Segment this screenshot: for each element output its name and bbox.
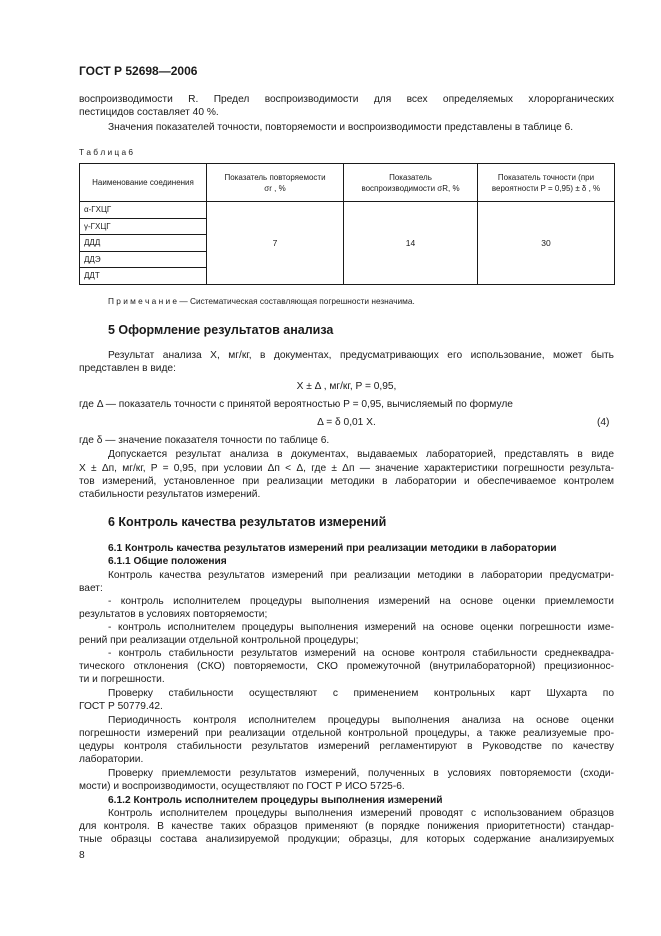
- reproducibility-value: 14: [344, 202, 478, 285]
- s6-line: Контроль качества результатов измерений при реализации методики в лаборатории предусматри-: [108, 570, 614, 581]
- section-5-title: 5 Оформление результатов анализа: [108, 323, 334, 337]
- table-header-row: [80, 164, 615, 202]
- col-header-name: [80, 164, 207, 202]
- col-accuracy-line2: вероятности P = 0,95) ± δ , %: [491, 183, 601, 193]
- col-reprod-line2: воспроизводимости σR, %: [361, 183, 460, 193]
- s6-line: тического отклонения (СКО) повторяемости, СКО промежуточной (внутрилабораторной) прецизионнос-: [79, 661, 614, 672]
- col-header-accuracy: [478, 164, 615, 202]
- s6-line: - контроль исполнителем процедуры выполнения измерений на основе оценки приемлемости: [108, 596, 614, 607]
- s6-line: Проверку стабильности осуществляют с применением контрольных карт Шухарта по: [108, 688, 614, 699]
- s5-p4-line1: Допускается результат анализа в документах, выдаваемых лабораторией, представлять в виде: [108, 449, 614, 460]
- s5-p1-line2: представлен в виде:: [79, 363, 176, 374]
- table-note: П р и м е ч а н и е — Систематическая составляющая погрешности незначима.: [108, 296, 415, 306]
- s6-line: результатов в условиях повторяемости;: [79, 609, 268, 620]
- s6-line: лаборатории.: [79, 754, 144, 765]
- formula-4: Δ = δ 0,01 X.: [317, 417, 376, 428]
- intro-line-1: воспроизводимости R. Предел воспроизводимости для всех определяемых хлорорганических: [79, 94, 614, 105]
- s6-line: мости) и воспроизводимости, осуществляют по ГОСТ Р ИСО 5725-6.: [79, 781, 405, 792]
- s6-line: ти и погрешности.: [79, 674, 165, 685]
- s6-line: погрешности измерений при реализации отдельной контрольной процедуры, а также реализуемые про-: [79, 728, 614, 739]
- compound-name: α-ГХЦГ: [80, 202, 207, 219]
- document-header: ГОСТ Р 52698—2006: [79, 64, 198, 78]
- col-repeat-line1: Показатель повторяемости: [224, 172, 326, 182]
- s6-tail-line: Контроль исполнителем процедуры выполнения измерений проводят с использованием образцов: [108, 808, 614, 819]
- section-6-title: 6 Контроль качества результатов измерений: [108, 515, 387, 529]
- col-header-reproducibility: [344, 164, 478, 202]
- col-repeat-line2: σr , %: [264, 183, 286, 193]
- table-6: [79, 163, 615, 285]
- section-6-1-2-title: 6.1.2 Контроль исполнителем процедуры выполнения измерений: [108, 795, 443, 806]
- section-6-1-1-title: 6.1.1 Общие положения: [108, 556, 227, 567]
- s6-line: - контроль исполнителем процедуры выполнения измерений на основе оценки погрешности изме-: [108, 622, 614, 633]
- col-name-label: Наименование соединения: [92, 178, 194, 187]
- accuracy-value: 30: [478, 202, 615, 285]
- col-reprod-line1: Показатель: [389, 172, 432, 182]
- s5-p2: где Δ — показатель точности с принятой вероятностью P = 0,95, вычисляемый по формуле: [79, 399, 513, 410]
- formula-result: X ± Δ , мг/кг, P = 0,95,: [296, 381, 397, 392]
- compound-name: ДДД: [80, 235, 207, 252]
- s6-line: цедуры контроля стабильности результатов измерений регламентируют в Руководстве по качеству: [79, 741, 614, 752]
- s5-p3: где δ — значение показателя точности по таблице 6.: [79, 435, 330, 446]
- repeatability-value: 7: [207, 202, 344, 285]
- section-6-1-title: 6.1 Контроль качества результатов измерений при реализации методики в лаборатории: [108, 543, 557, 554]
- s5-p4-line2: X ± Δп, мг/кг, P = 0,95, при условии Δп < Δ, где ± Δп — значение характеристики погрешности результа-: [79, 463, 614, 474]
- compound-name: ДДТ: [80, 268, 207, 285]
- col-accuracy-line1: Показатель точности (при: [497, 172, 595, 182]
- s6-tail-line: для контроля. В качестве таких образцов применяют (в порядке понижения приоритетности) стандар-: [79, 821, 614, 832]
- s6-line: вает:: [79, 583, 103, 594]
- table-caption: Т а б л и ц а 6: [79, 147, 134, 157]
- s6-line: - контроль стабильности результатов измерений на основе контроля стабильности среднеквадра-: [108, 648, 614, 659]
- s5-p4-line3: тов измерений, установленное при реализации методики в лаборатории и обеспечиваемое контролем: [79, 476, 614, 487]
- page-number: 8: [79, 850, 85, 861]
- s6-line: ГОСТ Р 50779.42.: [79, 701, 163, 712]
- col-header-repeatability: [207, 164, 344, 202]
- compound-name: γ-ГХЦГ: [80, 218, 207, 235]
- formula-4-number: (4): [597, 417, 610, 428]
- s5-p1-line1: Результат анализа X, мг/кг, в документах, предусматривающих его использование, может быть: [108, 350, 614, 361]
- s6-tail-line: тные образцы состава анализируемой продукции; образцы, для которых содержание анализируемых: [79, 834, 614, 845]
- s6-line: Периодичность контроля исполнителем процедуры выполнения анализа на основе оценки: [108, 715, 614, 726]
- table-row: [80, 202, 615, 219]
- s6-line: рений при реализации отдельной контрольной процедуры;: [79, 635, 359, 646]
- s6-line: Проверку приемлемости результатов измерений, полученных в условиях повторяемости (сходи-: [108, 768, 614, 779]
- compound-name: ДДЭ: [80, 251, 207, 268]
- intro-line-3: Значения показателей точности, повторяемости и воспроизводимости представлены в таблице 6.: [108, 122, 574, 133]
- s5-p4-line4: стабильности результатов измерений.: [79, 489, 261, 500]
- intro-line-2: пестицидов составляет 40 %.: [79, 107, 219, 118]
